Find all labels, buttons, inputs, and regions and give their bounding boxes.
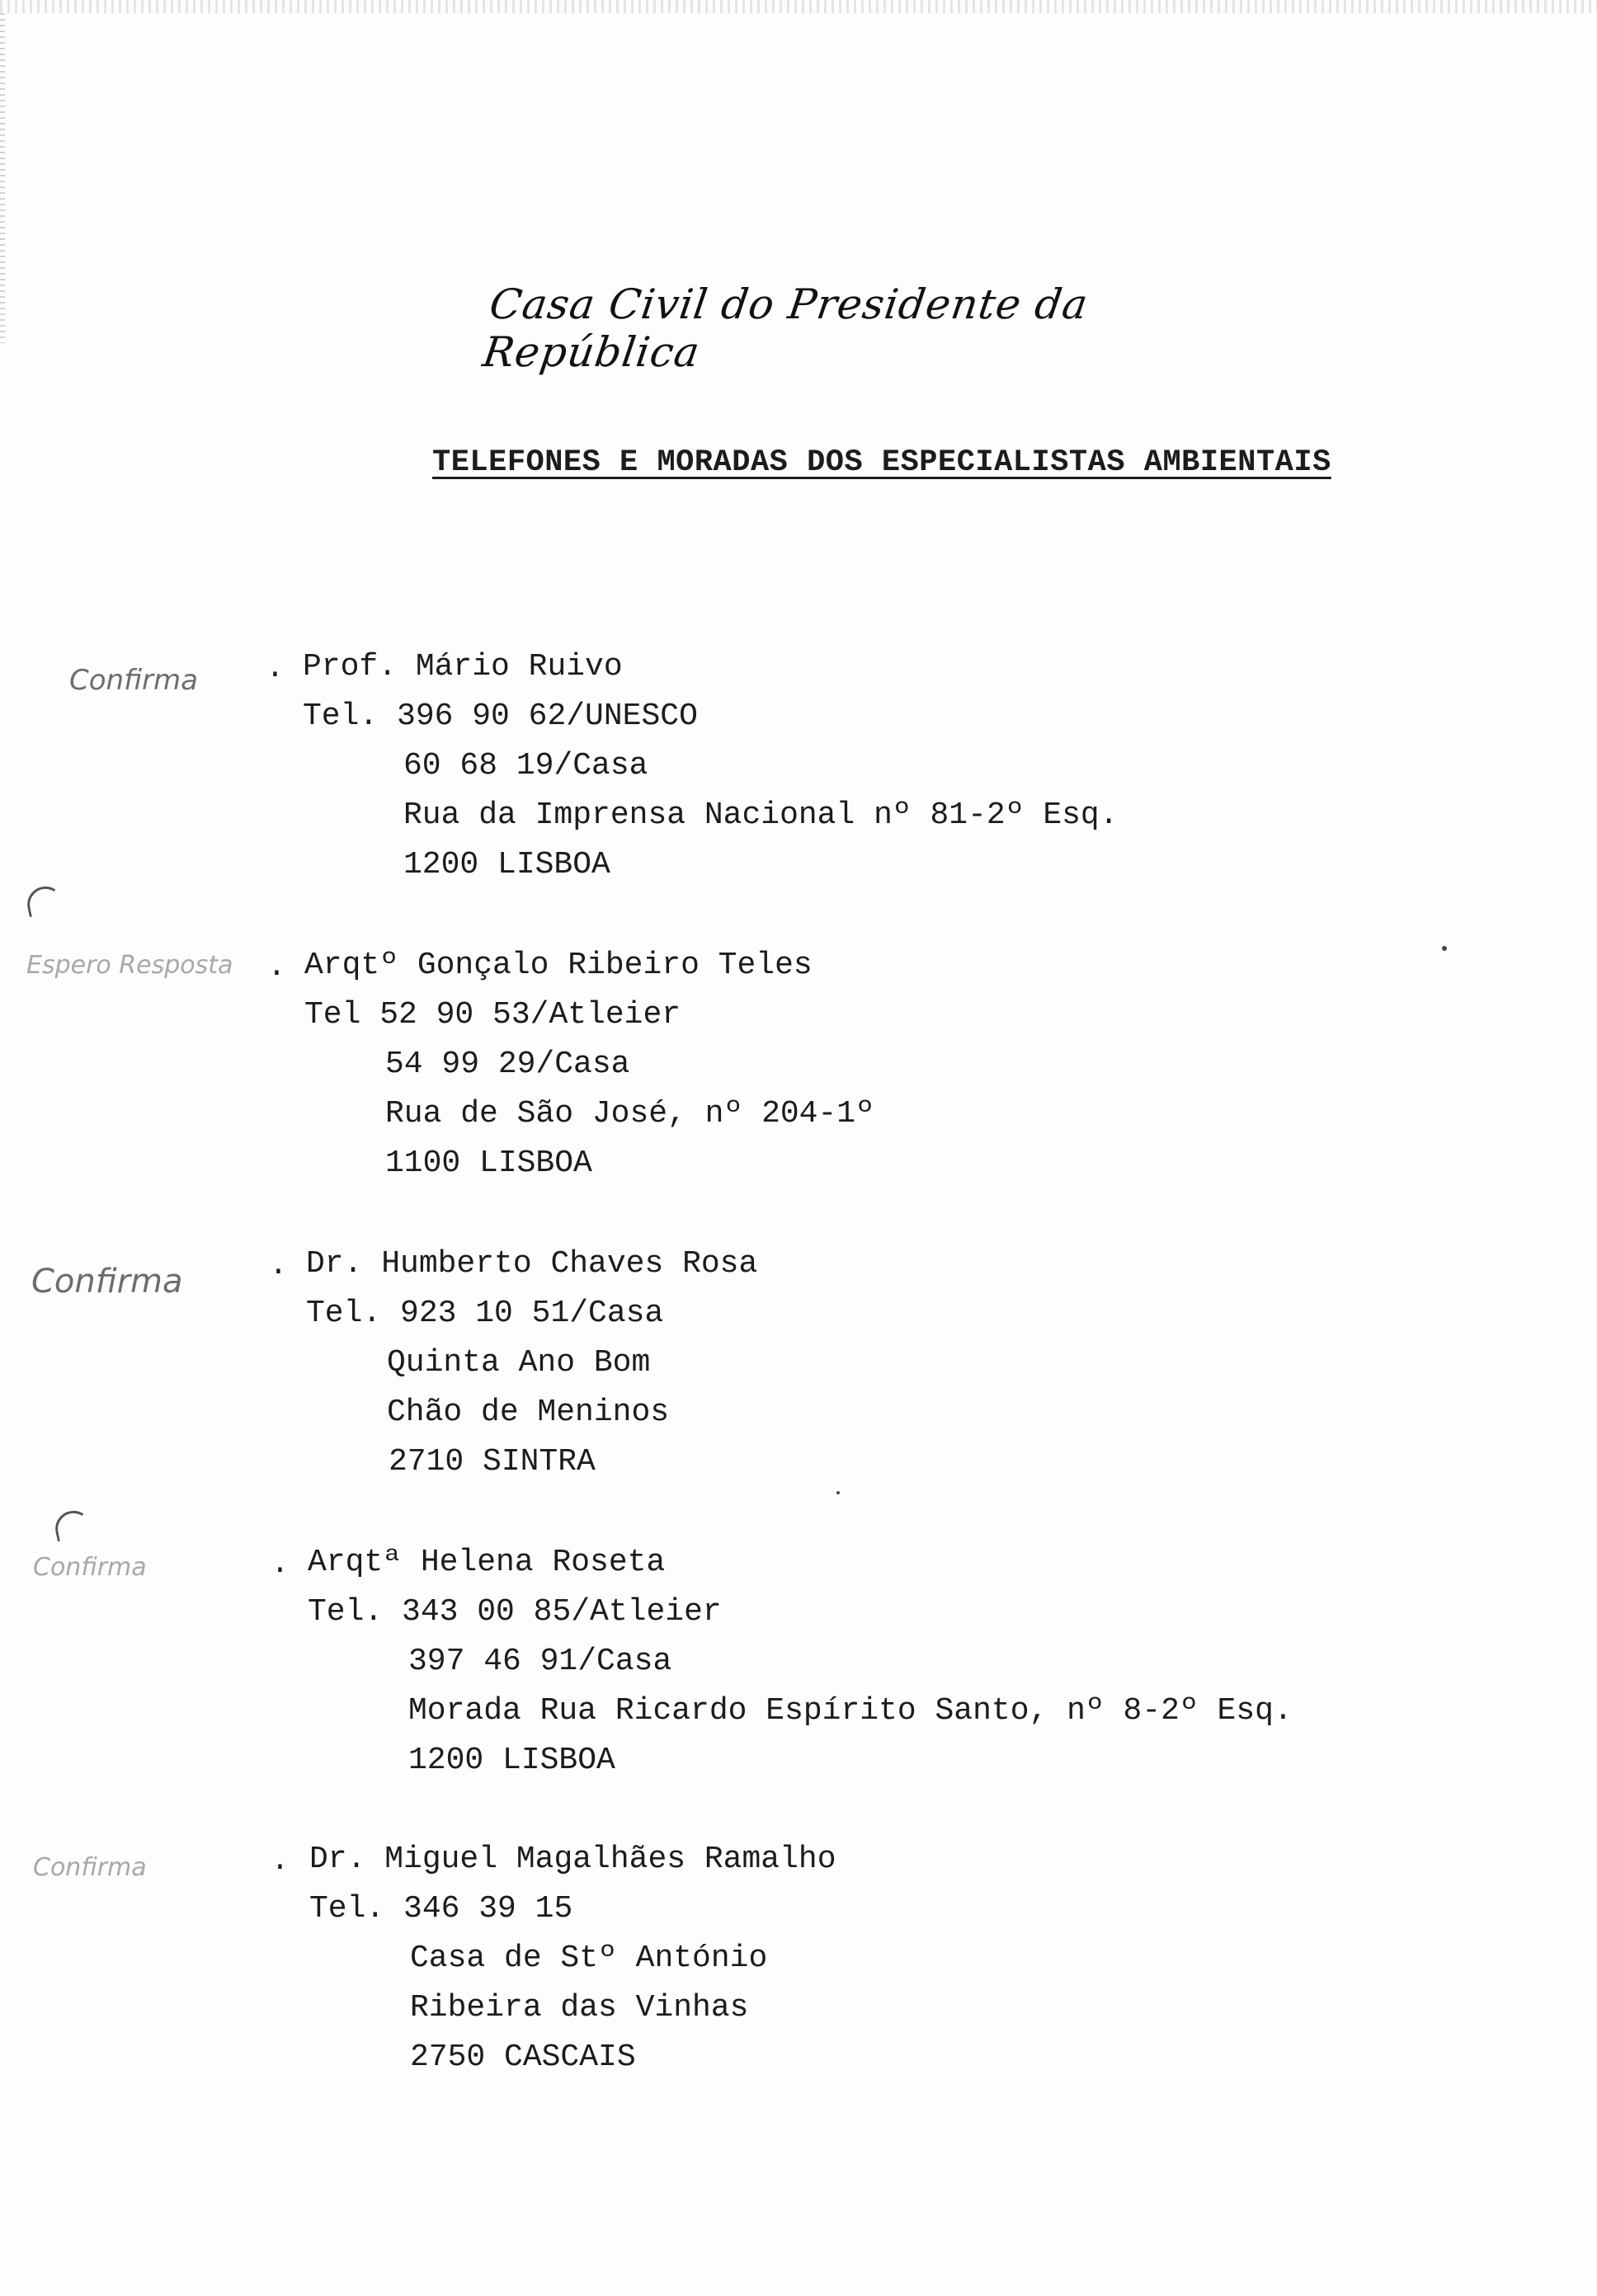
list-bullet: . bbox=[271, 1843, 290, 1879]
contact-city: 1100 LISBOA bbox=[385, 1146, 592, 1181]
contact-city: 2710 SINTRA bbox=[389, 1444, 596, 1480]
scan-speck bbox=[836, 1491, 840, 1494]
contact-name: Arqtª Helena Roseta bbox=[308, 1545, 666, 1580]
list-bullet: . bbox=[269, 1248, 288, 1283]
contact-name: Dr. Miguel Magalhães Ramalho bbox=[309, 1842, 836, 1877]
contact-phone: Tel. 346 39 15 bbox=[309, 1891, 573, 1927]
contact-name: Dr. Humberto Chaves Rosa bbox=[306, 1246, 758, 1282]
page-title: TELEFONES E MORADAS DOS ESPECIALISTAS AMBIENTAIS bbox=[432, 445, 1331, 480]
scan-edge-top bbox=[0, 0, 1597, 13]
handwritten-mark bbox=[52, 1508, 93, 1541]
contact-phone-alt: 60 68 19/Casa bbox=[403, 748, 648, 783]
scan-speck bbox=[1442, 946, 1447, 951]
handwritten-note: Confirma bbox=[69, 664, 198, 697]
contact-address: Rua da Imprensa Nacional nº 81-2º Esq. bbox=[403, 797, 1119, 833]
list-bullet: . bbox=[267, 949, 286, 985]
letterhead: Casa Civil do Presidente da República bbox=[479, 280, 1091, 376]
contact-phone: Tel. 396 90 62/UNESCO bbox=[303, 699, 698, 734]
contact-address: Casa de Stº António bbox=[410, 1941, 768, 1976]
handwritten-note: Confirma bbox=[33, 1853, 147, 1882]
contact-phone: Tel. 923 10 51/Casa bbox=[306, 1296, 664, 1331]
list-bullet: . bbox=[266, 651, 285, 686]
contact-address-2: Chão de Meninos bbox=[387, 1395, 670, 1430]
contact-address: Morada Rua Ricardo Espírito Santo, nº 8-2º Esq. bbox=[408, 1693, 1293, 1729]
handwritten-note: Confirma bbox=[31, 1263, 183, 1301]
contact-phone-alt: 54 99 29/Casa bbox=[385, 1047, 630, 1082]
scan-edge-left bbox=[0, 13, 5, 343]
contact-name: Arqtº Gonçalo Ribeiro Teles bbox=[304, 948, 813, 983]
contact-phone-alt: 397 46 91/Casa bbox=[408, 1644, 672, 1679]
contact-phone: Tel. 343 00 85/Atleier bbox=[308, 1594, 722, 1630]
list-bullet: . bbox=[271, 1546, 290, 1582]
contact-city: 2750 CASCAIS bbox=[410, 2040, 636, 2075]
handwritten-note: Confirma bbox=[33, 1553, 147, 1582]
handwritten-mark bbox=[24, 883, 65, 917]
contact-city: 1200 LISBOA bbox=[408, 1743, 615, 1778]
contact-address-2: Ribeira das Vinhas bbox=[410, 1990, 749, 2025]
contact-address: Quinta Ano Bom bbox=[387, 1345, 651, 1381]
contact-name: Prof. Mário Ruivo bbox=[303, 649, 623, 685]
contact-city: 1200 LISBOA bbox=[403, 847, 610, 882]
contact-phone: Tel 52 90 53/Atleier bbox=[304, 997, 681, 1033]
handwritten-note: Espero Resposta bbox=[26, 951, 233, 980]
contact-address: Rua de São José, nº 204-1º bbox=[385, 1096, 874, 1132]
